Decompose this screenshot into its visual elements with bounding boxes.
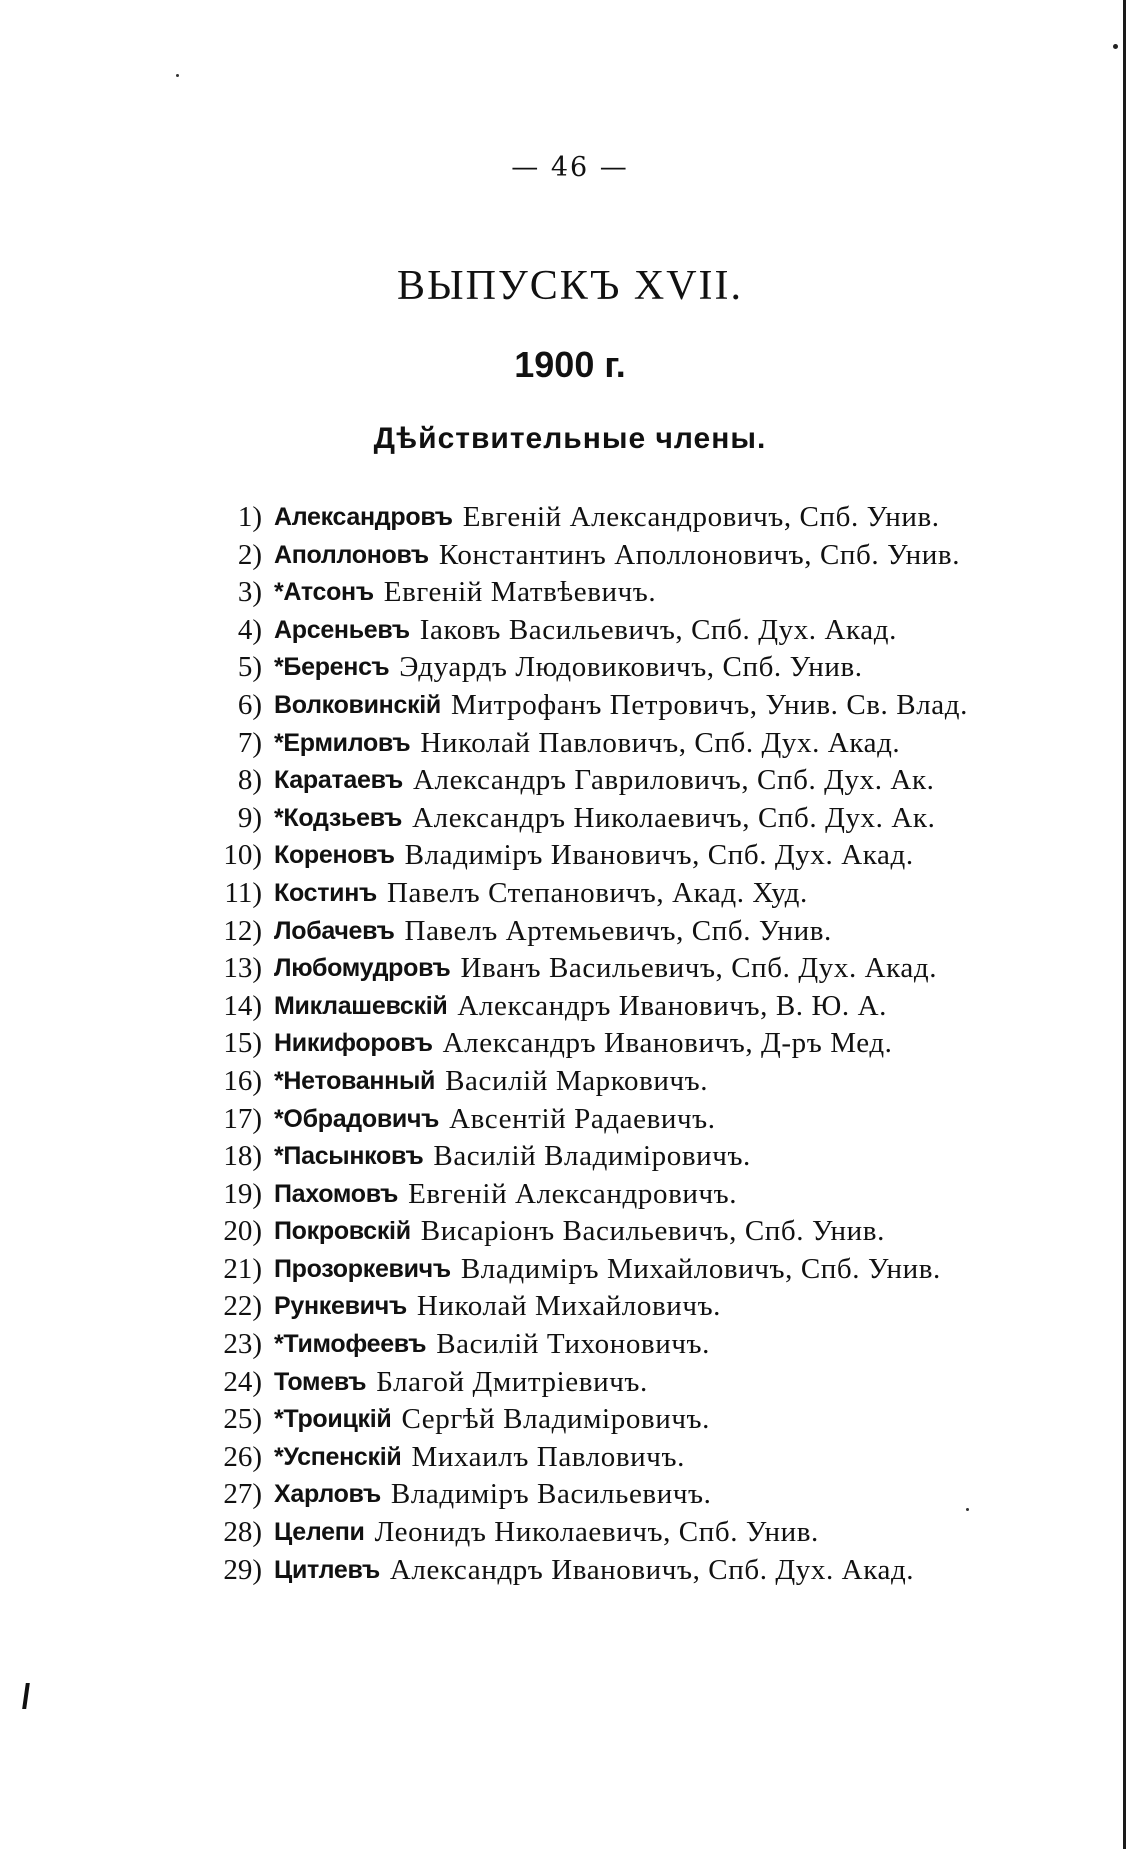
member-entry <box>206 725 968 763</box>
issue-title: ВЫПУСКЪ XVII. <box>396 263 744 309</box>
member-details: Александръ Гавриловичъ, Спб. Дух. Ак. <box>412 764 935 797</box>
member-details: Михаилъ Павловичъ. <box>411 1440 685 1473</box>
member-surname: *Ермиловъ <box>274 728 411 757</box>
member-surname: *Троицкій <box>274 1405 392 1434</box>
member-details: Евгеній Матвѣевичъ. <box>383 576 657 609</box>
member-number: 23) <box>223 1328 262 1361</box>
section-title: Дѣйствительные члены. <box>373 422 767 455</box>
member-details: Александръ Ивановичъ, Спб. Дух. Акад. <box>389 1553 915 1586</box>
member-number: 13) <box>223 952 262 985</box>
member-number: 25) <box>223 1403 262 1436</box>
member-surname: Волковинскій <box>274 690 442 719</box>
member-details: Авсентій Радаевичъ. <box>449 1102 716 1135</box>
member-number: 21) <box>223 1252 262 1285</box>
member-entry <box>206 1326 968 1364</box>
member-surname: Рункевичъ <box>274 1292 407 1321</box>
member-surname: *Тимофеевъ <box>274 1330 427 1359</box>
member-entry <box>206 875 968 913</box>
member-number: 19) <box>223 1177 262 1210</box>
member-entry <box>206 1288 968 1326</box>
member-entry <box>206 1063 968 1101</box>
member-surname: Пахомовъ <box>274 1179 399 1208</box>
member-number: 6) <box>237 688 262 721</box>
member-number: 10) <box>223 839 262 872</box>
member-number: 12) <box>223 914 262 947</box>
member-number: 17) <box>223 1102 262 1135</box>
member-number: 26) <box>223 1440 262 1473</box>
member-details: Владиміръ Ивановичъ, Спб. Дух. Акад. <box>404 839 914 872</box>
member-entry <box>206 649 968 687</box>
member-entry <box>206 913 968 951</box>
member-details: Константинъ Аполлоновичъ, Спб. Унив. <box>438 538 961 571</box>
member-entry <box>206 988 968 1026</box>
member-number: 20) <box>223 1215 262 1248</box>
member-surname: *Успенскій <box>274 1442 402 1471</box>
page-number: — 46 — <box>511 152 629 183</box>
member-details: Благой Дмитріевичъ. <box>376 1365 648 1398</box>
member-surname: Покровскій <box>274 1217 411 1246</box>
member-surname: *Атсонъ <box>274 578 374 607</box>
member-entry <box>206 1514 968 1552</box>
member-surname: Кореновъ <box>274 841 395 870</box>
member-surname: Томевъ <box>274 1367 367 1396</box>
member-number: 22) <box>223 1290 262 1323</box>
member-details: Митрофанъ Петровичъ, Унив. Св. Влад. <box>451 688 968 721</box>
member-entry <box>206 574 968 612</box>
member-details: Василій Владиміровичъ. <box>433 1140 751 1173</box>
member-number: 5) <box>237 651 262 684</box>
member-surname: Любомудровъ <box>274 954 451 983</box>
member-entry <box>206 499 968 537</box>
member-surname: Цитлевъ <box>274 1555 380 1584</box>
member-details: Леонидъ Николаевичъ, Спб. Унив. <box>374 1516 819 1549</box>
member-details: Николай Павловичъ, Спб. Дух. Акад. <box>420 726 901 759</box>
member-entry <box>206 762 968 800</box>
member-details: Александръ Николаевичъ, Спб. Дух. Ак. <box>412 801 936 834</box>
member-surname: Александровъ <box>274 503 453 531</box>
member-entry <box>206 1364 968 1402</box>
member-number: 4) <box>237 613 262 646</box>
member-entry <box>206 1176 968 1214</box>
member-entry <box>206 1138 968 1176</box>
member-details: Василій Марковичъ. <box>445 1064 709 1097</box>
member-surname: Лобачевъ <box>274 916 395 945</box>
member-surname: Никифоровъ <box>274 1029 433 1058</box>
member-entry <box>206 537 968 575</box>
member-surname: *Беренсъ <box>274 653 390 682</box>
member-surname: Миклашевскій <box>274 991 448 1020</box>
member-number: 24) <box>223 1365 262 1398</box>
member-details: Висаріонъ Васильевичъ, Спб. Унив. <box>420 1215 885 1248</box>
member-number: 27) <box>223 1478 262 1511</box>
member-number: 29) <box>223 1553 262 1586</box>
member-number: 7) <box>237 726 262 759</box>
member-entry <box>206 1251 968 1289</box>
member-details: Владиміръ Михайловичъ, Спб. Унив. <box>460 1252 941 1285</box>
member-details: Евгеній Александровичъ. <box>408 1177 738 1210</box>
member-details: Александръ Ивановичъ, В. Ю. А. <box>457 989 887 1022</box>
member-number: 15) <box>223 1027 262 1060</box>
member-details: Евгеній Александровичъ, Спб. Унив. <box>462 501 940 533</box>
member-surname: Харловъ <box>274 1480 381 1509</box>
member-number: 16) <box>223 1064 262 1097</box>
member-number: 28) <box>223 1516 262 1549</box>
member-number: 14) <box>223 989 262 1022</box>
member-entry <box>206 1213 968 1251</box>
member-entry <box>206 612 968 650</box>
member-surname: Прозоркевичъ <box>274 1254 451 1283</box>
member-surname: Костинъ <box>274 878 377 907</box>
member-entry <box>206 1101 968 1139</box>
member-details: Александръ Ивановичъ, Д-ръ Мед. <box>442 1027 893 1060</box>
member-entry <box>206 1439 968 1477</box>
member-surname: Целепи <box>274 1518 365 1547</box>
member-surname: Арсеньевъ <box>274 615 410 644</box>
scan-speck <box>176 74 179 77</box>
member-number: 11) <box>224 876 262 909</box>
member-details: Павелъ Артемьевичъ, Спб. Унив. <box>404 914 832 947</box>
member-entry <box>206 1552 968 1590</box>
member-number: 2) <box>237 538 262 571</box>
member-entry <box>206 800 968 838</box>
year-heading: 1900 г. <box>514 344 626 385</box>
member-entry <box>206 1025 968 1063</box>
member-details: Николай Михайловичъ. <box>416 1290 722 1323</box>
member-number: 18) <box>223 1140 262 1173</box>
members-list <box>206 499 968 1589</box>
member-entry <box>206 837 968 875</box>
member-details: Василій Тихоновичъ. <box>436 1328 710 1361</box>
member-surname: *Пасынковъ <box>274 1142 424 1171</box>
member-entry <box>206 1476 968 1514</box>
member-surname: *Кодзьевъ <box>274 803 403 832</box>
member-details: Иванъ Васильевичъ, Спб. Дух. Акад. <box>460 952 938 985</box>
scan-margin-mark <box>22 1683 30 1709</box>
member-details: Іаковъ Васильевичъ, Спб. Дух. Акад. <box>419 613 897 646</box>
member-details: Сергѣй Владиміровичъ. <box>401 1403 710 1436</box>
member-details: Эдуардъ Людовиковичъ, Спб. Унив. <box>399 651 863 684</box>
member-details: Павелъ Степановичъ, Акад. Худ. <box>386 876 808 909</box>
member-entry <box>206 1401 968 1439</box>
member-surname: *Нетованный <box>274 1066 436 1095</box>
member-number: 3) <box>237 576 262 609</box>
member-number: 9) <box>237 801 262 834</box>
member-number: 1) <box>237 501 262 533</box>
member-details: Владиміръ Васильевичъ. <box>390 1478 712 1511</box>
member-entry <box>206 687 968 725</box>
member-surname: Аполлоновъ <box>274 540 429 569</box>
member-surname: *Обрадовичъ <box>274 1104 440 1133</box>
member-number: 8) <box>237 764 262 797</box>
member-entry <box>206 950 968 988</box>
member-surname: Каратаевъ <box>274 766 403 795</box>
scan-speck <box>1113 44 1118 49</box>
